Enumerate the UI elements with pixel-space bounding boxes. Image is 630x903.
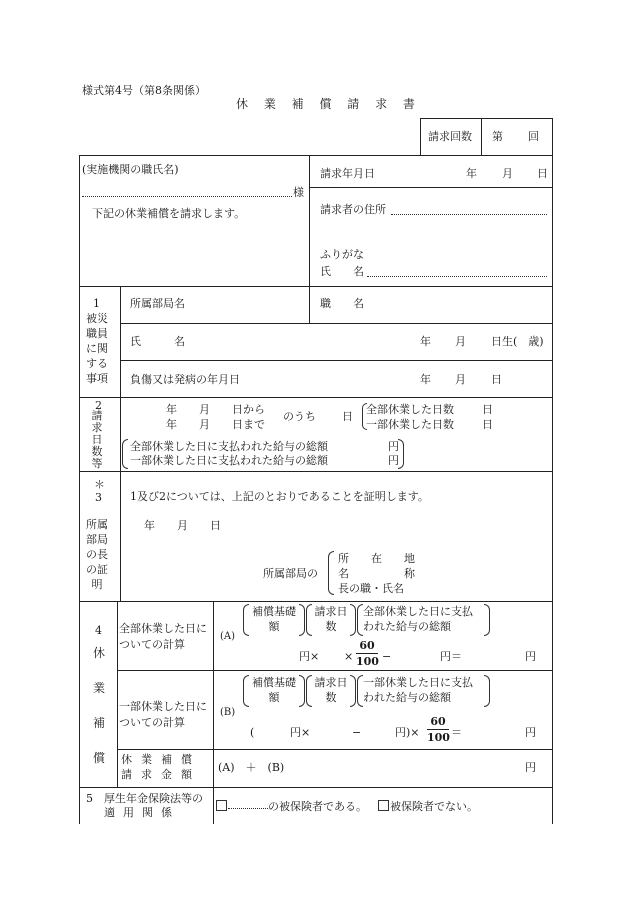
- section-4-char-3: 補: [93, 716, 106, 730]
- cert-name: 名 称: [338, 567, 415, 580]
- form-number: 様式第4号（第8条関係）: [82, 84, 206, 97]
- furigana-label: ふりがな: [320, 248, 364, 261]
- full-calc-yen-times: 円×: [299, 650, 320, 663]
- employee-name-label: 氏 名: [130, 335, 185, 348]
- full-calc-yen: 円: [525, 650, 536, 663]
- full-frac-den: 100: [356, 655, 379, 668]
- paren-r-6: [484, 675, 490, 707]
- partial-calc-yen: 円: [525, 726, 536, 739]
- cert-date: 年 月 日: [144, 519, 221, 532]
- full-calc-fraction: [356, 640, 378, 667]
- request-count-label: 請求回数: [428, 130, 472, 143]
- sama-label: 様: [293, 186, 304, 199]
- period-days-unit: 日: [342, 410, 353, 423]
- requester-name-line[interactable]: [367, 276, 547, 277]
- partial-calc-label: 一部休業した日についての計算: [119, 700, 207, 729]
- full-leave-days-unit: 日: [482, 403, 493, 416]
- full-base-amount-label: 補償基礎額: [252, 605, 296, 633]
- cert-head-title: 長の職・氏名: [338, 582, 404, 595]
- request-date-label: 請求年月日: [320, 167, 375, 180]
- section-5-heading-line1: 5 厚生年金保険法等の: [86, 792, 203, 805]
- form-title: 休 業 補 償 請 求 書: [236, 97, 421, 111]
- partial-calc-b-mark: (B): [220, 707, 236, 718]
- full-calc-minus: −: [382, 650, 392, 663]
- request-text: 下記の休業補償を請求します。: [92, 207, 246, 220]
- paren-r-3: [484, 604, 490, 636]
- full-calc-times: ×: [344, 650, 354, 663]
- full-pay-yen: 円: [388, 440, 399, 453]
- requester-address-line[interactable]: [391, 214, 547, 215]
- injury-day: 日: [491, 373, 502, 386]
- partial-leave-days-label: 一部休業した日数: [366, 418, 454, 431]
- total-label-line2: 請求金額: [121, 768, 201, 781]
- partial-leave-days-unit: 日: [482, 418, 493, 431]
- paren-r-4: [299, 675, 305, 707]
- period-to: 年 月 日まで: [166, 418, 265, 431]
- partial-calc-minus: −: [352, 726, 362, 739]
- section-1-number: 1: [93, 297, 100, 310]
- request-date-year: 年: [466, 167, 477, 180]
- not-insured-checkbox[interactable]: [378, 800, 389, 811]
- full-calc-label: 全部休業した日についての計算: [119, 622, 207, 651]
- birth-day-age: 日生( 歳): [491, 335, 544, 348]
- agency-label: (実施機関の職氏名): [82, 163, 179, 176]
- injury-year: 年: [420, 373, 431, 386]
- request-count-dai: 第: [492, 130, 503, 143]
- pay-bracket-right: [398, 439, 404, 469]
- partial-base-amount-label: 補償基礎額: [252, 676, 296, 704]
- insured-law-blank[interactable]: [228, 808, 268, 809]
- full-claim-days-label: 請求日数: [314, 605, 348, 633]
- section-4-char-2: 業: [93, 681, 106, 695]
- insured-text: の被保険者である。: [268, 800, 367, 813]
- total-formula: (A) ＋ (B): [218, 761, 285, 774]
- partial-frac-den: 100: [427, 731, 450, 744]
- paren-r-1: [299, 604, 305, 636]
- partial-pay-yen: 円: [388, 454, 399, 467]
- section-1-heading: 被災職員に関する事項: [86, 312, 108, 385]
- request-date-day: 日: [537, 167, 548, 180]
- request-date-month: 月: [502, 167, 513, 180]
- birth-month: 月: [455, 335, 466, 348]
- section-2-heading: 請求日数等: [91, 409, 103, 470]
- insured-checkbox[interactable]: [216, 800, 227, 811]
- total-yen: 円: [525, 761, 536, 774]
- injury-date-label: 負傷又は発病の年月日: [130, 373, 240, 386]
- full-pay-label: 全部休業した日に支払われた給与の総額: [130, 440, 328, 453]
- paren-r-2: [350, 604, 356, 636]
- section-4-char-4: 償: [93, 751, 106, 765]
- requester-name-label: 氏 名: [320, 265, 364, 278]
- period-from: 年 月 日から: [166, 403, 265, 416]
- request-count-kai: 回: [528, 130, 539, 143]
- agency-name-line[interactable]: [82, 196, 292, 197]
- section-4-char-1: 休: [93, 646, 106, 660]
- section-3-heading: 所属部局の長の証明: [86, 518, 108, 591]
- partial-calc-paren-open: (: [250, 726, 255, 739]
- section-5-heading-line2: 適用関係: [104, 806, 180, 819]
- partial-calc-yen-paren-times: 円)×: [395, 726, 420, 739]
- partial-calc-eq: ＝: [451, 726, 462, 739]
- not-insured-text: 被保険者でない。: [390, 800, 478, 813]
- requester-address-label: 請求者の住所: [320, 203, 386, 216]
- injury-month: 月: [455, 373, 466, 386]
- job-title-label: 職 名: [320, 297, 364, 310]
- full-leave-days-label: 全部休業した日数: [366, 403, 454, 416]
- nouchi-label: のうち: [283, 410, 316, 423]
- partial-calc-fraction: [427, 716, 449, 743]
- birth-year: 年: [420, 335, 431, 348]
- full-calc-yen-eq: 円＝: [440, 650, 462, 663]
- partial-pay-label: 一部休業した日に支払われた給与の総額: [130, 454, 328, 467]
- dept-label: 所属部局名: [130, 297, 185, 310]
- dept-of-label: 所属部局の: [263, 567, 318, 580]
- paren-r-5: [350, 675, 356, 707]
- section-3-number: 3: [95, 491, 102, 504]
- total-label-line1: 休業補償: [121, 753, 201, 766]
- not-insured-option[interactable]: [378, 800, 478, 812]
- section-4-number: 4: [95, 624, 102, 637]
- full-pay-total-label: 全部休業した日に支払われた給与の総額: [363, 605, 473, 633]
- full-frac-num: 60: [359, 639, 375, 652]
- cert-brace: [328, 551, 334, 595]
- cert-text: 1及び2については、上記のとおりであることを証明します。: [130, 490, 429, 503]
- section-2-number: 2: [95, 399, 102, 412]
- partial-calc-yen-times: 円×: [290, 726, 311, 739]
- pay-bracket-left: [122, 439, 128, 469]
- partial-pay-total-label: 一部休業した日に支払われた給与の総額: [363, 676, 473, 704]
- section-3-star: ＊: [94, 478, 105, 491]
- insured-option[interactable]: [216, 800, 367, 812]
- partial-claim-days-label: 請求日数: [314, 676, 348, 704]
- partial-frac-num: 60: [430, 715, 446, 728]
- full-calc-a-mark: (A): [220, 631, 236, 642]
- cert-location: 所 在 地: [338, 552, 415, 565]
